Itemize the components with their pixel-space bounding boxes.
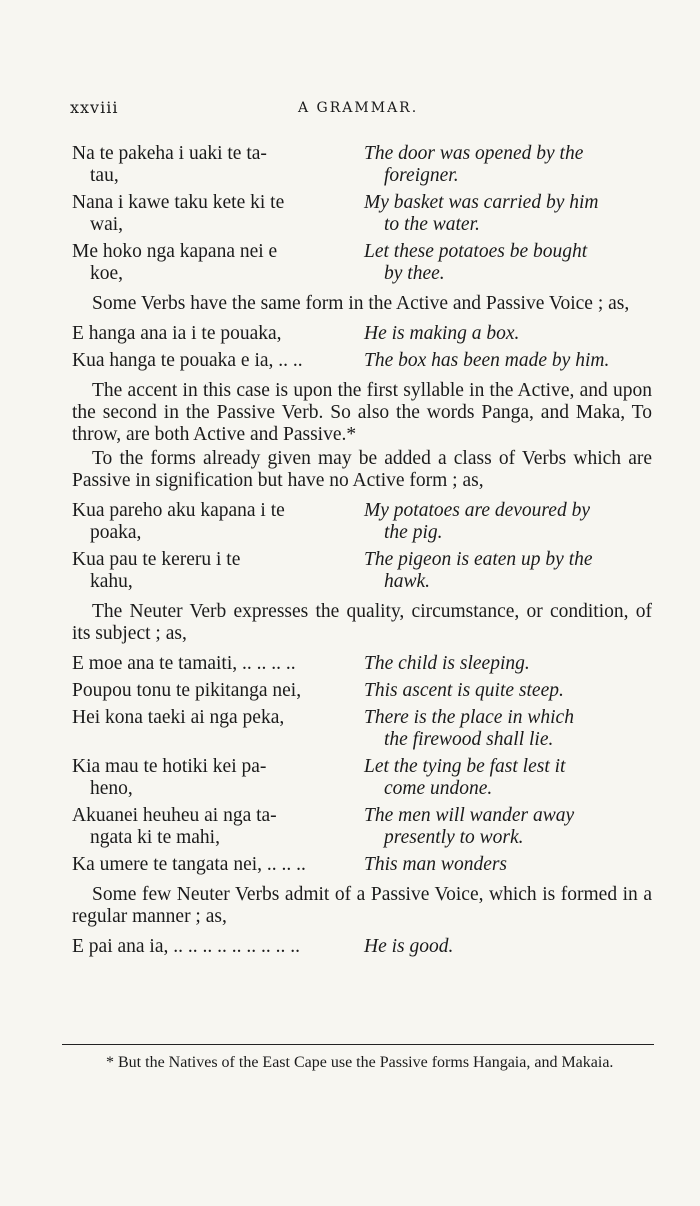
maori-text: Nana i kawe taku kete ki te wai,: [72, 192, 285, 235]
examples-active-passive: [72, 323, 652, 372]
example-row: [72, 707, 652, 751]
examples-passive-only: [72, 500, 652, 593]
maori-text: Poupou tonu te pikitanga nei,: [72, 680, 302, 701]
paragraph: The accent in this case is upon the first syllable in the Active, and upon the second in the Passive Verb. So also the words Panga, and Maka, To throw, are both Active and Passive.*: [72, 380, 652, 445]
maori-text: Me hoko nga kapana nei e koe,: [72, 241, 278, 284]
maori-text: Ka umere te tangata nei, .. .. ..: [72, 854, 306, 875]
examples-neuter-passive: [72, 936, 652, 958]
footnote: * But the Natives of the East Cape use the Passive forms Hangaia, and Makaia.: [106, 1054, 614, 1071]
english-gloss: He is making a box.: [364, 323, 520, 344]
example-row: [72, 936, 652, 958]
paragraph: Some Verbs have the same form in the Active and Passive Voice ; as,: [92, 293, 630, 314]
example-row: [72, 854, 652, 876]
examples-passive: [72, 143, 652, 285]
maori-text: Kua pau te kereru i te kahu,: [72, 549, 241, 592]
paragraph: The Neuter Verb expresses the quality, circumstance, or condition, of its subject ; as,: [72, 601, 652, 644]
example-row: [72, 500, 652, 544]
page-number: xxviii: [70, 98, 119, 117]
example-row: [72, 756, 652, 800]
example-row: [72, 350, 652, 372]
english-gloss: The men will wander away presently to work.: [364, 805, 575, 848]
example-row: [72, 680, 652, 702]
example-row: [72, 192, 652, 236]
maori-text: Kia mau te hotiki kei pa- heno,: [72, 756, 267, 799]
english-gloss: This ascent is quite steep.: [364, 680, 564, 701]
english-gloss: He is good.: [364, 936, 454, 957]
maori-text: E moe ana te tamaiti, .. .. .. ..: [72, 653, 296, 674]
paragraph: Some few Neuter Verbs admit of a Passive Voice, which is formed in a regular manner ; as,: [72, 884, 652, 927]
page-header: [72, 98, 652, 124]
english-gloss: Let the tying be fast lest it come undone.: [364, 756, 566, 799]
maori-text: E hanga ana ia i te pouaka,: [72, 323, 282, 344]
example-row: [72, 805, 652, 849]
running-head: A GRAMMAR.: [298, 100, 419, 116]
english-gloss: My potatoes are devoured by the pig.: [364, 500, 590, 543]
english-gloss: This man wonders: [364, 854, 508, 875]
paragraph: To the forms already given may be added a class of Verbs which are Passive in signification but have no Active form ; as,: [72, 448, 652, 491]
example-row: [72, 323, 652, 345]
example-row: [72, 549, 652, 593]
maori-text: Na te pakeha i uaki te ta- tau,: [72, 143, 267, 186]
example-row: [72, 653, 652, 675]
example-row: [72, 143, 652, 187]
english-gloss: The door was opened by the foreigner.: [364, 143, 584, 186]
maori-text: Hei kona taeki ai nga peka,: [72, 707, 285, 728]
examples-neuter: [72, 653, 652, 876]
english-gloss: The pigeon is eaten up by the hawk.: [364, 549, 593, 592]
english-gloss: Let these potatoes be bought by thee.: [364, 241, 588, 284]
english-gloss: The box has been made by him.: [364, 350, 610, 371]
maori-text: Kua hanga te pouaka e ia, .. ..: [72, 350, 303, 371]
maori-text: E pai ana ia, .. .. .. .. .. .. .. .. ..: [72, 936, 300, 957]
english-gloss: The child is sleeping.: [364, 653, 530, 674]
english-gloss: There is the place in which the firewood shall lie.: [364, 707, 574, 750]
footnote-rule: [62, 1044, 654, 1045]
maori-text: Akuanei heuheu ai nga ta- ngata ki te mahi,: [72, 805, 277, 848]
page-body: [72, 143, 652, 963]
maori-text: Kua pareho aku kapana i te poaka,: [72, 500, 285, 543]
english-gloss: My basket was carried by him to the water.: [364, 192, 599, 235]
example-row: [72, 241, 652, 285]
